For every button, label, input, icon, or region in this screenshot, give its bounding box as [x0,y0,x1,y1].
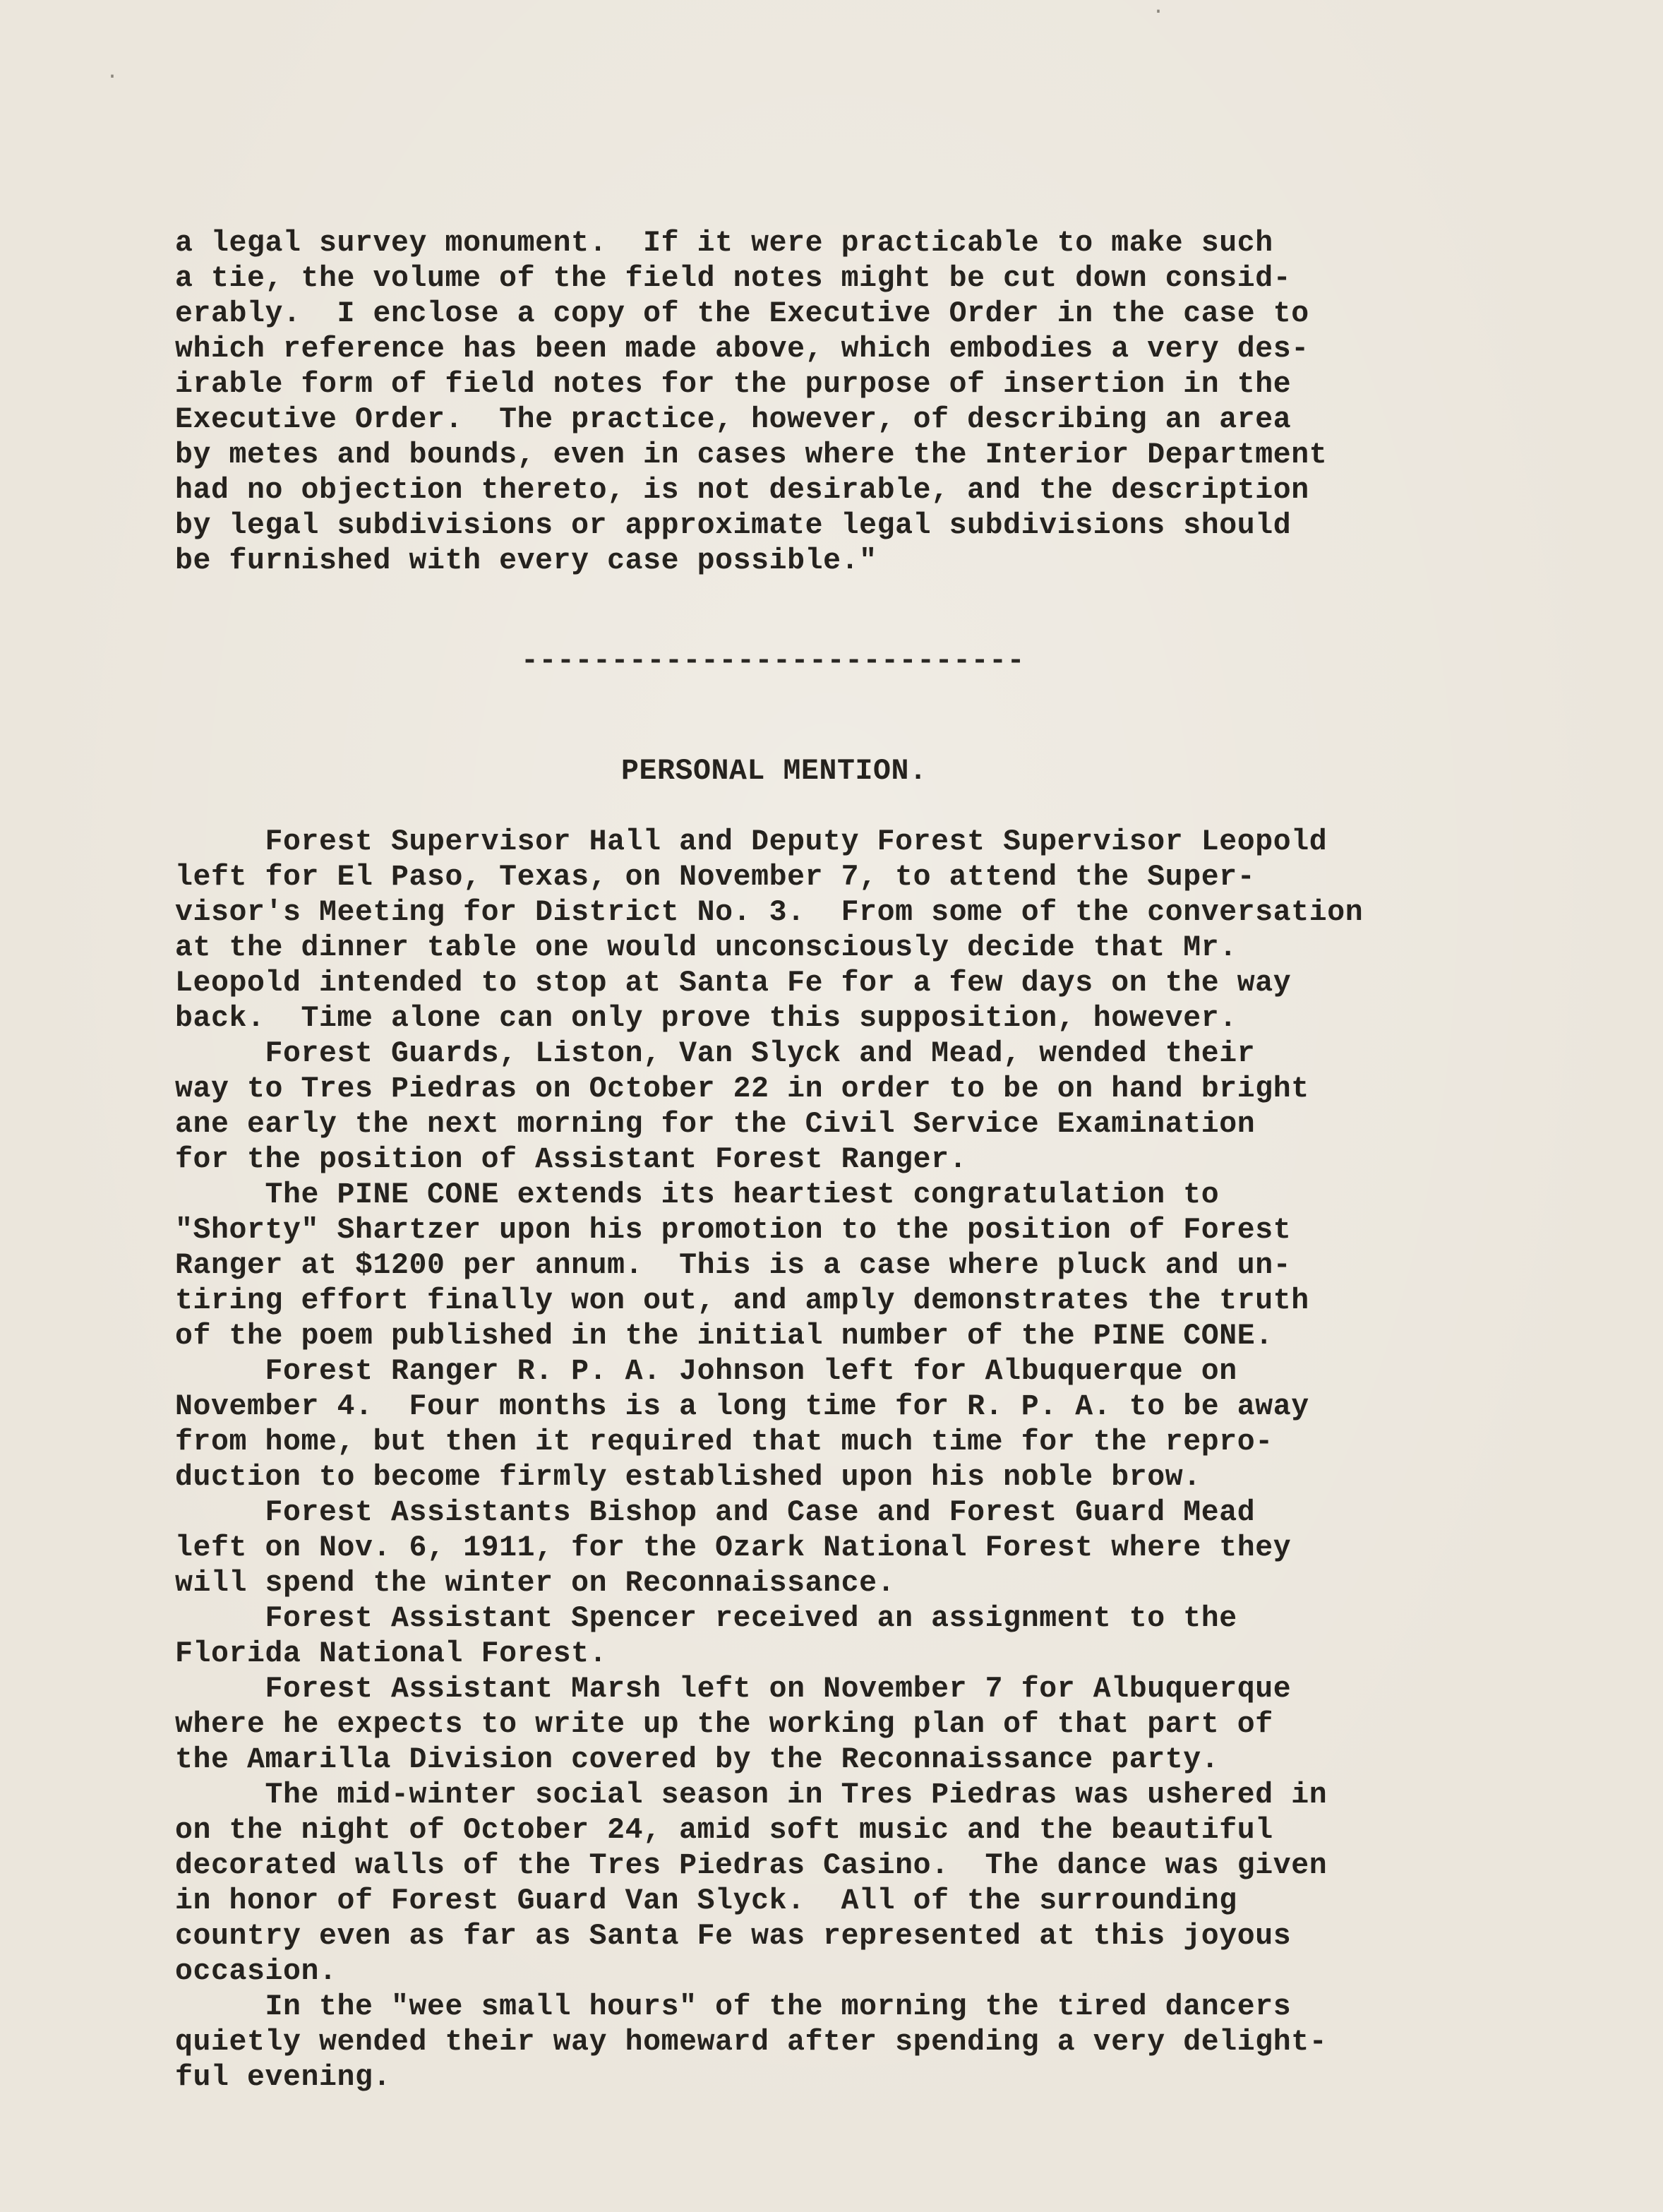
text-line: quietly wended their way homeward after spending a very delight- [175,2026,1328,2059]
text-line: occasion. [175,1955,337,1988]
text-line: from home, but then it required that much time for the repro- [175,1425,1273,1459]
personal-mention-body [175,825,1573,2096]
text-line: Forest Ranger R. P. A. Johnson left for Albuquerque on [175,1355,1237,1388]
paper-speck: · [1152,0,1165,24]
text-line: The mid-winter social season in Tres Piedras was ushered in [175,1778,1328,1812]
text-line: visor's Meeting for District No. 3. From some of the conversation [175,896,1364,929]
text-line: tiring effort finally won out, and amply demonstrates the truth [175,1284,1309,1317]
text-line: left on Nov. 6, 1911, for the Ozark National Forest where they [175,1531,1292,1565]
text-line: in honor of Forest Guard Van Slyck. All of the surrounding [175,1884,1237,1918]
text-line: Forest Assistants Bishop and Case and Forest Guard Mead [175,1496,1256,1529]
text-line: Forest Supervisor Hall and Deputy Forest Supervisor Leopold [175,825,1328,859]
text-line: ful evening. [175,2061,392,2094]
text-line: In the "wee small hours" of the morning the tired dancers [175,1990,1292,2023]
text-line: Florida National Forest. [175,1637,608,1670]
text-line: a tie, the volume of the field notes might be cut down consid- [175,262,1292,295]
text-line: decorated walls of the Tres Piedras Casino. The dance was given [175,1849,1328,1882]
text-line: by legal subdivisions or approximate legal subdivisions should [175,509,1292,542]
section-heading: PERSONAL MENTION. [621,755,927,788]
text-line: on the night of October 24, amid soft music and the beautiful [175,1814,1273,1847]
text-line: The PINE CONE extends its heartiest congratulation to [175,1178,1220,1212]
text-line: way to Tres Piedras on October 22 in order to be on hand bright [175,1072,1309,1106]
text-line: Executive Order. The practice, however, of describing an area [175,403,1292,436]
text-line: back. Time alone can only prove this supposition, however. [175,1002,1237,1035]
text-line: where he expects to write up the working plan of that part of [175,1708,1273,1741]
text-line: Ranger at $1200 per annum. This is a case where pluck and un- [175,1249,1292,1282]
text-line: November 4. Four months is a long time for R. P. A. to be away [175,1390,1309,1423]
text-line: irable form of field notes for the purpose of insertion in the [175,368,1292,401]
text-line: by metes and bounds, even in cases where the Interior Department [175,438,1328,472]
section-divider: ---------------------------- [521,645,1026,678]
text-line: a legal survey monument. If it were practicable to make such [175,227,1273,260]
text-line: Forest Guards, Liston, Van Slyck and Mead, wended their [175,1037,1256,1070]
text-line: at the dinner table one would unconsciously decide that Mr. [175,931,1237,964]
text-line: left for El Paso, Texas, on November 7, to attend the Super- [175,861,1256,894]
text-line: erably. I enclose a copy of the Executive Order in the case to [175,297,1309,330]
text-line: "Shorty" Shartzer upon his promotion to the position of Forest [175,1214,1292,1247]
text-line: be furnished with every case possible." [175,544,877,578]
text-line: will spend the winter on Reconnaissance. [175,1567,896,1600]
text-line: duction to become firmly established upon his noble brow. [175,1461,1201,1494]
text-line: Forest Assistant Spencer received an assignment to the [175,1602,1237,1635]
text-line: had no objection thereto, is not desirable, and the description [175,474,1309,507]
text-line: country even as far as Santa Fe was represented at this joyous [175,1920,1292,1953]
text-line: the Amarilla Division covered by the Reconnaissance party. [175,1743,1220,1776]
text-line: ane early the next morning for the Civil Service Examination [175,1108,1256,1141]
text-line: Forest Assistant Marsh left on November 7 for Albuquerque [175,1673,1292,1706]
text-line: which reference has been made above, which embodies a very des- [175,333,1309,366]
text-line: for the position of Assistant Forest Ranger. [175,1143,968,1176]
paper-speck: · [106,65,119,89]
letter-excerpt-paragraph [175,226,1573,579]
text-line: of the poem published in the initial number of the PINE CONE. [175,1320,1273,1353]
text-line: Leopold intended to stop at Santa Fe for a few days on the way [175,967,1292,1000]
